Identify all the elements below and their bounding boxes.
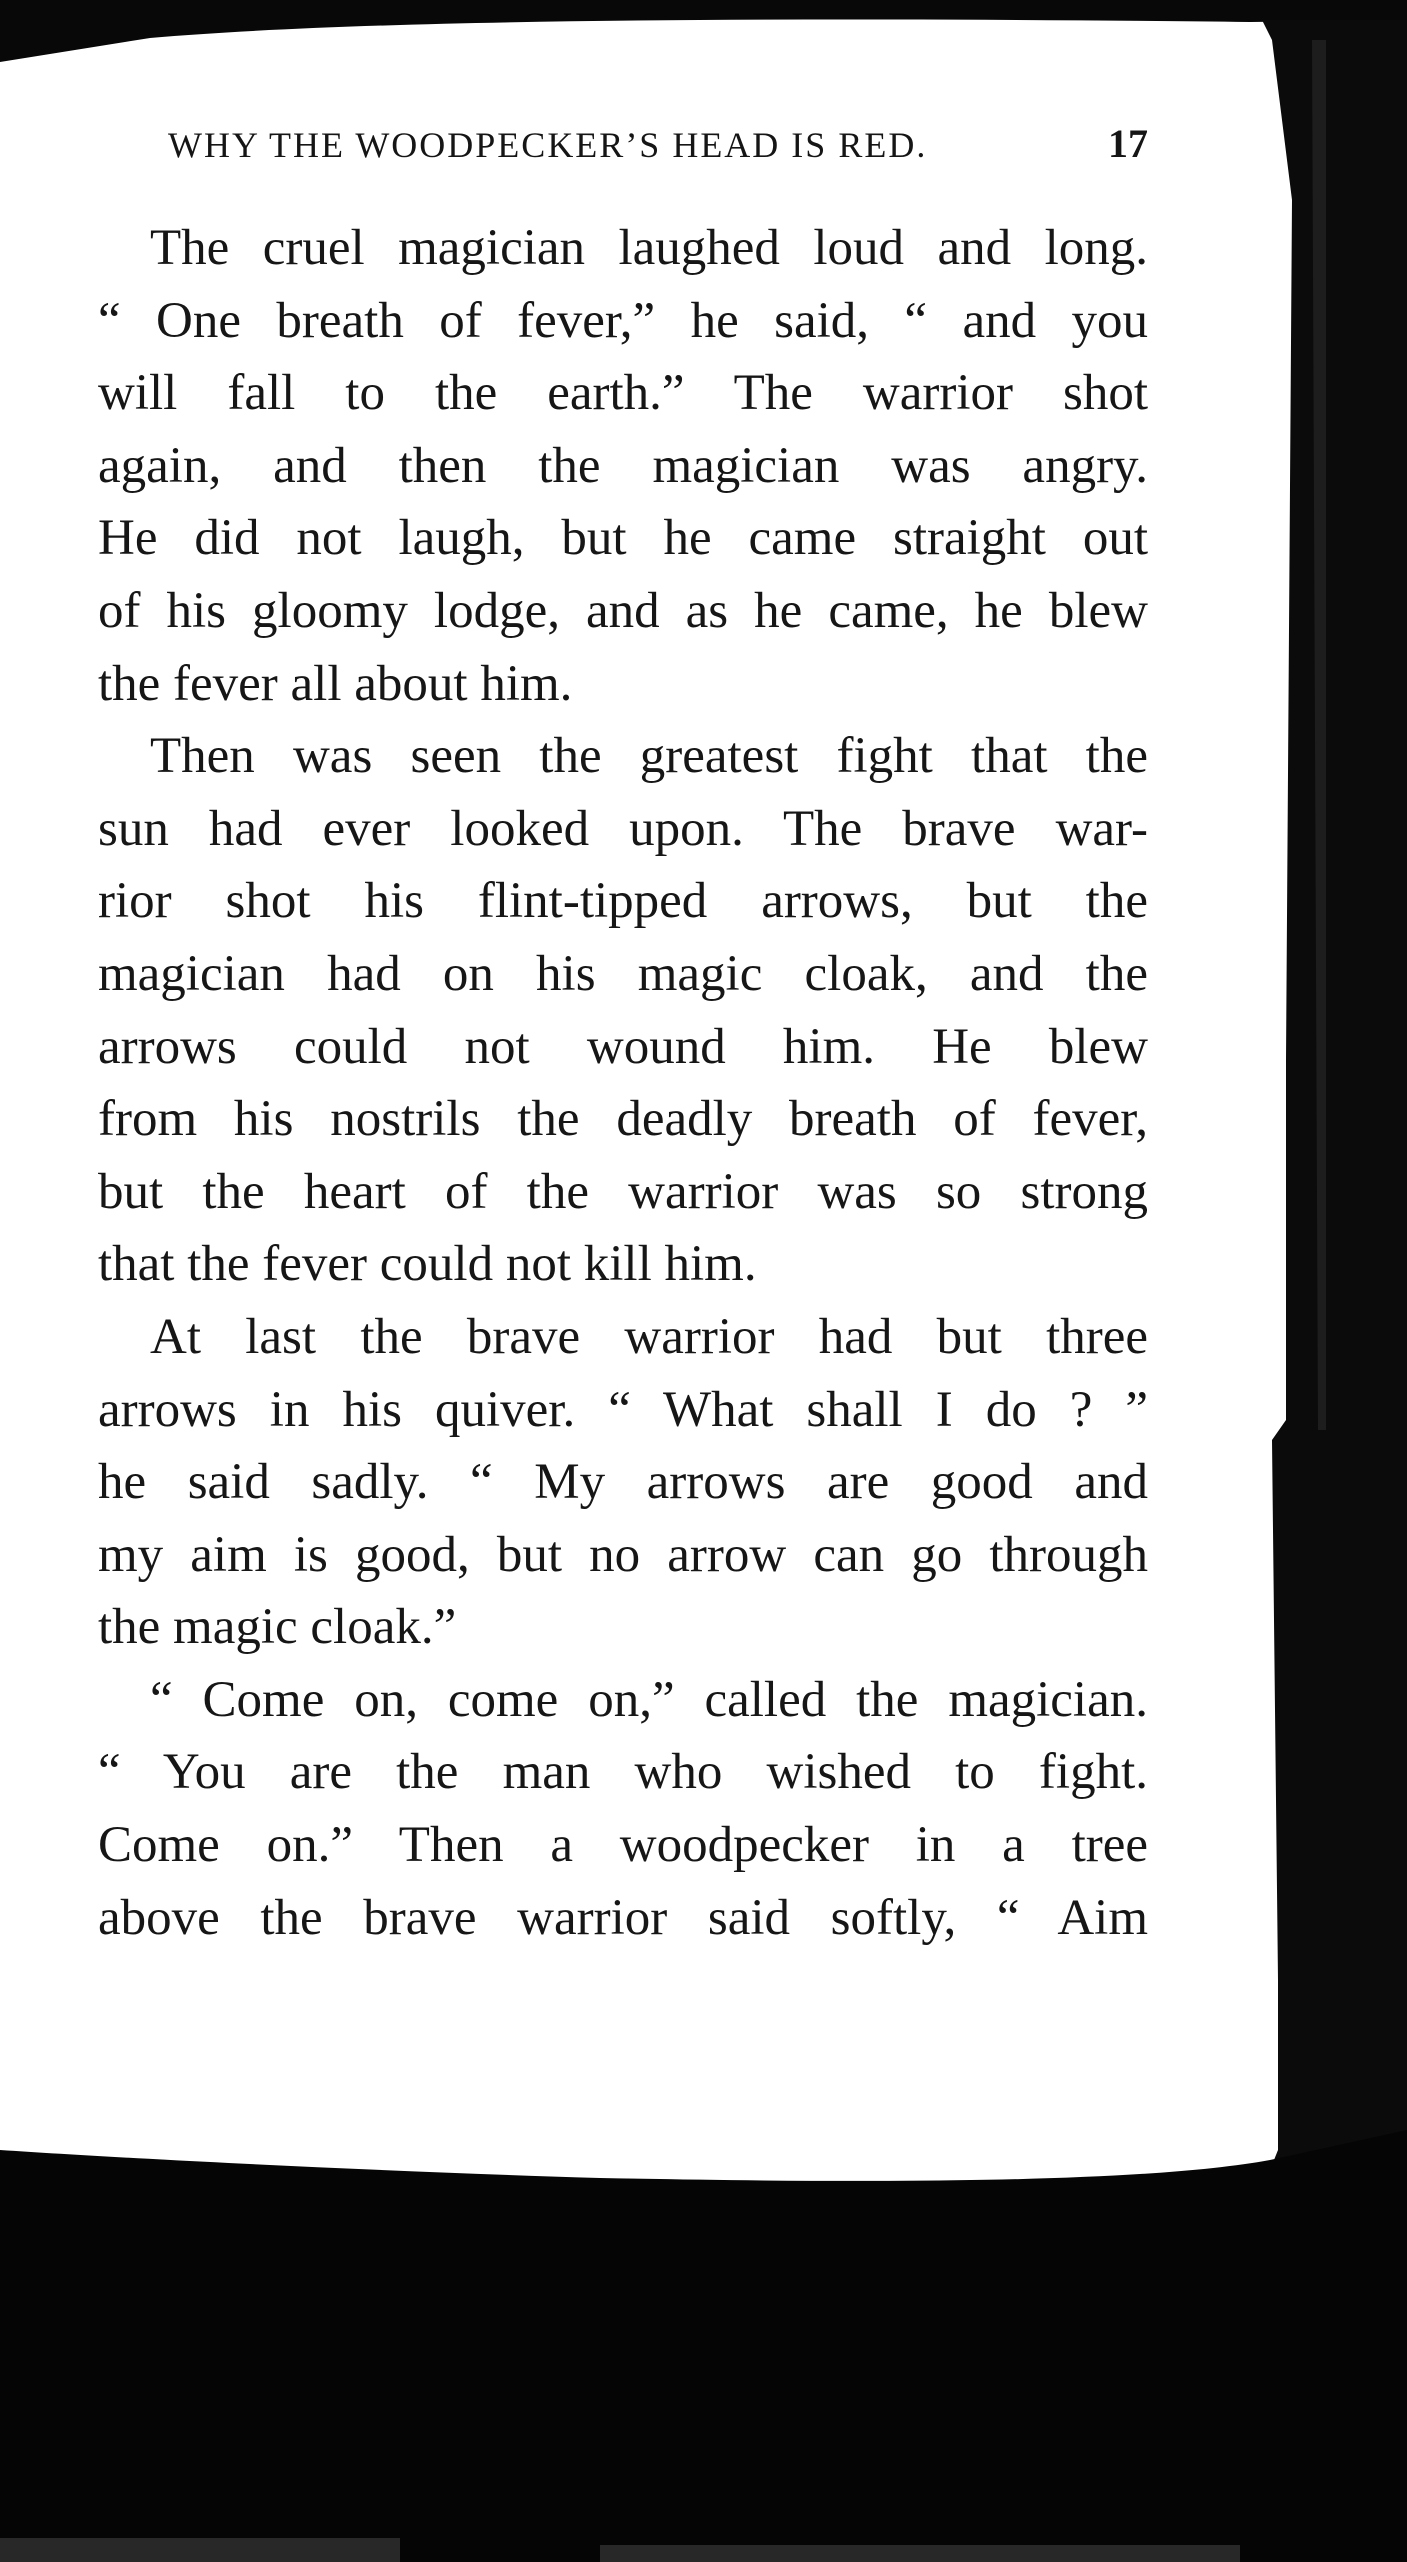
running-head-title: WHY THE WOODPECKER’S HEAD IS RED. bbox=[168, 125, 928, 165]
text-line: arrows could not wound him. He blew bbox=[98, 1018, 1148, 1075]
paragraph bbox=[98, 720, 1148, 1301]
bottom-noise-strip bbox=[0, 2538, 400, 2562]
body-text bbox=[98, 212, 1148, 1954]
text-line: At last the brave warrior had but three bbox=[150, 1308, 1148, 1365]
text-line: “ Come on, come on,” called the magician. bbox=[150, 1671, 1148, 1728]
text-line: rior shot his flint-tipped arrows, but the bbox=[98, 873, 1148, 930]
paragraph bbox=[98, 1301, 1148, 1664]
text-line: from his nostrils the deadly breath of fever, bbox=[98, 1091, 1148, 1148]
text-line: arrows in his quiver. “ What shall I do ? ” bbox=[98, 1381, 1148, 1438]
text-line: Then was seen the greatest fight that the bbox=[150, 728, 1148, 785]
text-line: Come on.” Then a woodpecker in a tree bbox=[98, 1817, 1148, 1874]
text-line: The cruel magician laughed loud and long. bbox=[150, 220, 1148, 276]
text-line: the fever all about him. bbox=[98, 655, 573, 712]
paragraph bbox=[98, 212, 1148, 720]
text-line: that the fever could not kill him. bbox=[98, 1236, 757, 1293]
top-edge-shadow bbox=[0, 0, 1407, 62]
text-line: will fall to the earth.” The warrior shot bbox=[98, 365, 1148, 422]
page-number: 17 bbox=[1108, 121, 1148, 166]
text-line: above the brave warrior said softly, “ Aim bbox=[98, 1889, 1148, 1946]
text-line: my aim is good, but no arrow can go through bbox=[98, 1526, 1148, 1583]
text-line: sun had ever looked upon. The brave war- bbox=[98, 800, 1148, 857]
bottom-noise-strip-2 bbox=[600, 2545, 1240, 2562]
text-line: “ One breath of fever,” he said, “ and you bbox=[98, 292, 1148, 349]
text-line: “ You are the man who wished to fight. bbox=[98, 1744, 1148, 1801]
text-line: he said sadly. “ My arrows are good and bbox=[98, 1454, 1148, 1511]
running-header bbox=[168, 120, 1148, 167]
text-line: but the heart of the warrior was so strong bbox=[98, 1163, 1148, 1220]
bottom-edge-shadow bbox=[0, 2130, 1407, 2562]
paragraph bbox=[98, 1664, 1148, 1954]
text-line: He did not laugh, but he came straight out bbox=[98, 510, 1148, 567]
text-line: magician had on his magic cloak, and the bbox=[98, 945, 1148, 1002]
text-line: the magic cloak.” bbox=[98, 1599, 457, 1656]
text-line: again, and then the magician was angry. bbox=[98, 437, 1148, 494]
text-line: of his gloomy lodge, and as he came, he blew bbox=[98, 582, 1148, 639]
